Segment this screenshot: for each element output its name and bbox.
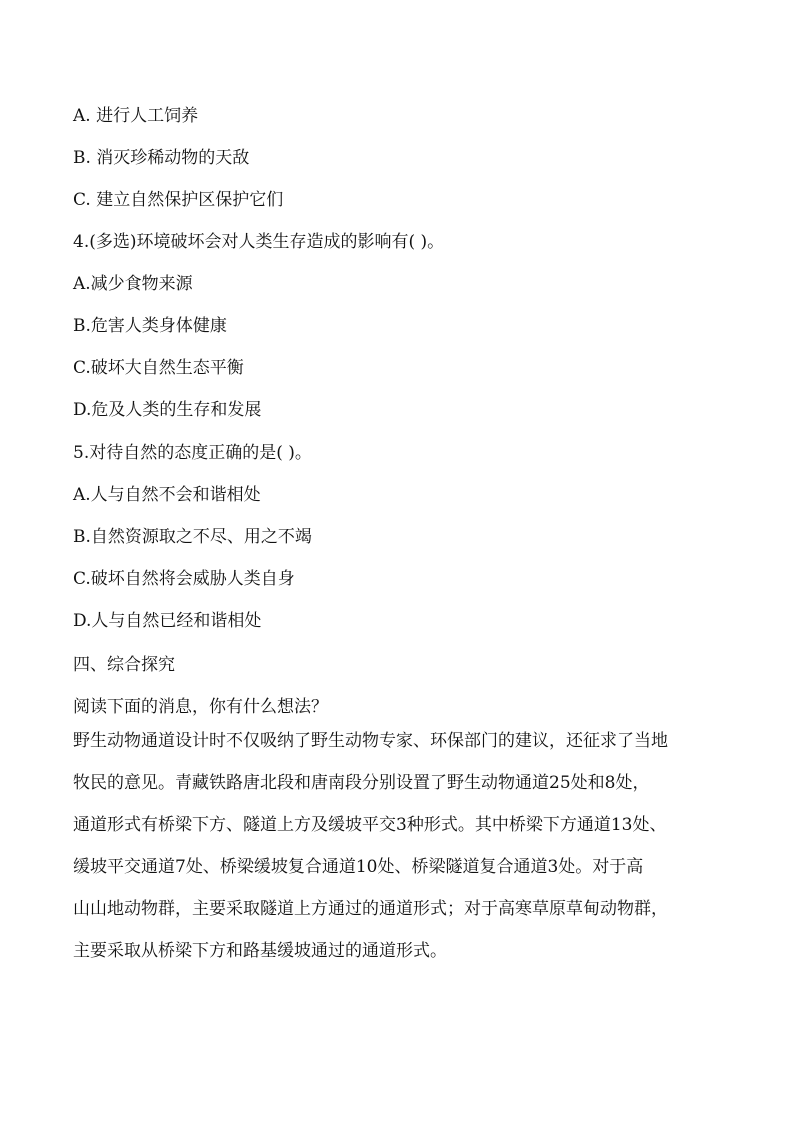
q4-option-b: B.危害人类身体健康 (73, 316, 227, 336)
q5-stem: 5.对待自然的态度正确的是( )。 (73, 443, 312, 463)
passage-line: 缓坡平交通道7处、桥梁缓坡复合通道10处、桥梁隧道复合通道3处。对于高 (73, 857, 644, 877)
q5-option-a: A.人与自然不会和谐相处 (73, 485, 261, 505)
q3-option-a: A. 进行人工饲养 (73, 106, 199, 126)
q5-option-c: C.破坏自然将会威胁人类自身 (73, 569, 295, 589)
q4-option-a: A.减少食物来源 (73, 274, 193, 294)
section-heading: 四、综合探究 (73, 655, 175, 675)
passage-line: 牧民的意见。青藏铁路唐北段和唐南段分别设置了野生动物通道25处和8处， (73, 773, 650, 793)
passage-line: 山山地动物群，主要采取隧道上方通过的通道形式；对于高寒草原草甸动物群， (73, 899, 668, 919)
reading-prompt: 阅读下面的消息，你有什么想法？ (73, 697, 328, 717)
q4-option-c: C.破坏大自然生态平衡 (73, 358, 244, 378)
passage-line: 野生动物通道设计时不仅吸纳了野生动物专家、环保部门的建议，还征求了当地 (73, 731, 668, 751)
passage-line: 通道形式有桥梁下方、隧道上方及缓坡平交3种形式。其中桥梁下方通道13处、 (73, 815, 667, 835)
q4-stem: 4.(多选)环境破坏会对人类生存造成的影响有( )。 (73, 232, 445, 252)
q5-option-b: B.自然资源取之不尽、用之不竭 (73, 527, 312, 547)
q3-option-b: B. 消灭珍稀动物的天敌 (73, 148, 250, 168)
passage-line: 主要采取从桥梁下方和路基缓坡通过的通道形式。 (73, 941, 447, 961)
reading-passage (73, 720, 739, 972)
q3-option-c: C. 建立自然保护区保护它们 (73, 190, 284, 210)
q4-option-d: D.危及人类的生存和发展 (73, 400, 262, 420)
q5-option-d: D.人与自然已经和谐相处 (73, 611, 262, 631)
